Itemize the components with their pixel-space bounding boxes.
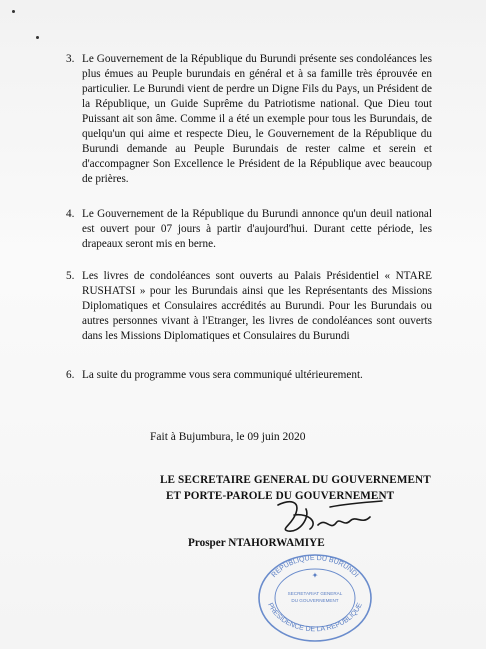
signatory-title-line1: LE SECRETAIRE GENERAL DU GOUVERNEMENT: [160, 474, 431, 486]
paragraph-3: [66, 52, 432, 187]
svg-text:REPUBLIQUE DU BURUNDI: REPUBLIQUE DU BURUNDI: [270, 554, 360, 579]
svg-text:SECRETARIAT GENERAL: SECRETARIAT GENERAL: [287, 591, 343, 596]
paragraph-number: 6.: [66, 369, 75, 381]
paragraph-6: [66, 368, 432, 383]
paragraph-5: [66, 269, 432, 344]
handwritten-signature: [270, 495, 390, 541]
scan-speck: [12, 10, 15, 13]
paragraph-number: 5.: [66, 270, 75, 282]
signer-name: Prosper NTAHORWAMIYE: [188, 537, 325, 549]
paragraph-number: 4.: [66, 208, 75, 220]
paragraph-text: Le Gouvernement de la République du Burundi annonce qu'un deuil national est ouvert pour 07 jours à partir d'aujourd'hui. Durant cette période, les drapeaux seront mis en berne.: [82, 208, 432, 250]
scan-speck: [36, 36, 39, 39]
paragraph-text: Le Gouvernement de la République du Burundi présente ses condoléances les plus émues au Peuple burundais en général et à sa famille très éprouvée en particulier. Le Burundi vient de perdre un Digne Fils du Pays, un Président de la République, un Guide Suprême du Patriotisme national. Que Dieu tout Puissant ait son âme. Comme il a été un exemple pour tous les Burundais, de quelqu'un qui aime et respecte Dieu, le Gouvernement de la République du Burundi demande au Peuple Burundais de rester calme et serein et d'accompagner Son Excellence le Président de la République avec beaucoup de prières.: [82, 53, 432, 185]
svg-text:PRESIDENCE DE LA REPUBLIQUE: PRESIDENCE DE LA REPUBLIQUE: [266, 602, 364, 634]
paragraph-text: La suite du programme vous sera communiqué ultérieurement.: [82, 369, 363, 381]
svg-text:DU GOUVERNEMENT: DU GOUVERNEMENT: [291, 598, 339, 603]
official-seal-stamp: [252, 548, 378, 644]
svg-text:✦: ✦: [311, 571, 319, 580]
signatory-title-line2: ET PORTE-PAROLE DU GOUVERNEMENT: [166, 490, 395, 502]
paragraph-text: Les livres de condoléances sont ouverts au Palais Présidentiel « NTARE RUSHATSI » pour les Burundais ainsi que les Représentants des Missions Diplomatiques et Consulaires accrédités au Burundi. Pour les Burundais ou autres personnes vivant à l'Etranger, les livres de condoléances sont ouverts dans les Missions Diplomatiques et Consulaires du Burundi: [82, 270, 432, 342]
place-date: Fait à Bujumbura, le 09 juin 2020: [150, 431, 306, 443]
paragraph-number: 3.: [66, 53, 75, 65]
paragraph-4: [66, 207, 432, 252]
